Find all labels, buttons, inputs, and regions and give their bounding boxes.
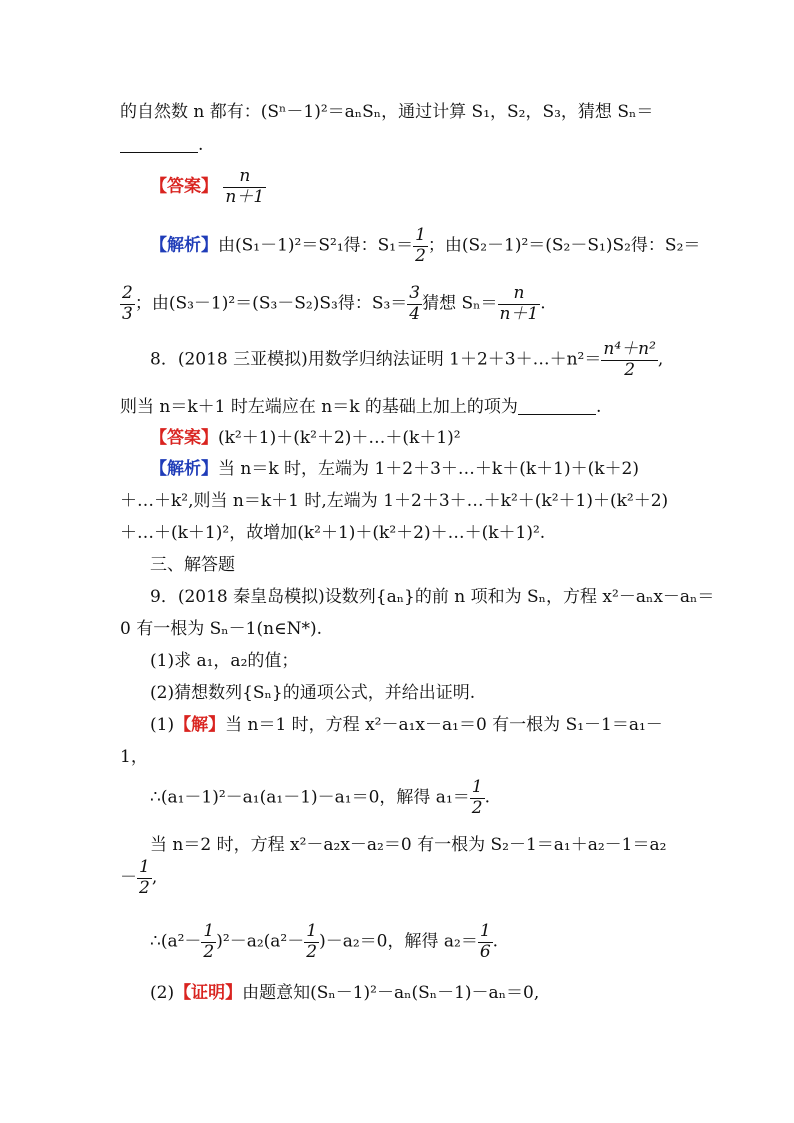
problem8-analysis: 【解析】当 n＝k 时，左端为 1＋2＋3＋…＋k＋(k＋1)＋(k＋2): [150, 459, 639, 479]
answer-tag: 【答案】: [150, 428, 218, 448]
proof-tag: 【证明】: [174, 983, 243, 1003]
solution-n2-case: 当 n＝2 时，方程 x²－a₂x－a₂＝0 有一根为 S₂－1＝a₁＋a₂－1＝a₂: [150, 835, 667, 855]
solution-part1-cont: 1，: [120, 747, 148, 767]
answer-tag: 【答案】: [150, 176, 218, 197]
solution-a2-result: ∴(a²－ $\frac{1}{2}$ )²－a₂(a²－ $\frac{1}{2}$ )－a₂＝0，解得 a₂＝ $\frac{1}{6}$ .: [150, 921, 499, 962]
problem7-analysis-cont: $\frac{2}{3}$ ；由(S₃－1)²＝(S₃－S₂)S₃得：S₃＝ $\frac{3}{4}$ 猜想 Sₙ＝ $\frac{n}{n+1}$ .: [122, 283, 546, 324]
analysis-tag: 【解析】: [150, 459, 218, 479]
problem7-answer: [0, 167, 794, 213]
solution-part1: (1)【解】当 n＝1 时，方程 x²－a₁x－a₁＝0 有一根为 S₁－1＝a₁－: [150, 715, 663, 735]
problem9-stem-cont: 0 有一根为 Sₙ－1(n∈N*).: [120, 619, 323, 639]
problem7-stem-tail: 的自然数 n 都有：(Sⁿ－1)²＝aₙSₙ，通过计算 S₁，S₂，S₃，猜想 Sₙ＝: [120, 102, 654, 122]
solution-a1-result: ∴(a₁－1)²－a₁(a₁－1)－a₁＝0，解得 a₁＝ $\frac{1}{2}$ .: [150, 777, 490, 818]
problem8-answer: 【答案】(k²＋1)＋(k²＋2)＋…＋(k＋1)²: [150, 428, 461, 448]
problem8-analysis-cont2: ＋…＋(k＋1)²，故增加(k²＋1)＋(k²＋2)＋…＋(k＋1)².: [120, 523, 546, 543]
problem9-stem: 9．(2018 秦皇岛模拟)设数列{aₙ}的前 n 项和为 Sₙ，方程 x²－aₙx－aₙ＝: [150, 587, 715, 607]
analysis-tag: 【解析】: [150, 235, 218, 256]
problem7-blank-line: .: [0, 128, 794, 162]
problem8-stem-cont: 则当 n＝k＋1 时左端应在 n＝k 的基础上加上的项为 .: [120, 397, 602, 417]
section-heading: 三、解答题: [150, 555, 235, 575]
solution-n2-case-cont: － $\frac{1}{2}$ ,: [120, 857, 158, 898]
answer-blank: [518, 396, 596, 415]
problem9-part2: (2)猜想数列{Sₙ}的通项公式，并给出证明.: [150, 683, 476, 703]
problem8-analysis-cont1: ＋…＋k²,则当 n＝k＋1 时,左端为 1＋2＋3＋…＋k²＋(k²＋1)＋(k²＋2): [120, 491, 669, 511]
solution-part2: (2)【证明】由题意知(Sₙ－1)²－aₙ(Sₙ－1)－aₙ＝0,: [150, 983, 540, 1003]
answer-fraction: $\frac{n}{n+1}$: [225, 166, 265, 207]
problem7-analysis: 【解析】由(S₁－1)²＝S²₁得：S₁＝ $\frac{1}{2}$ ；由(S₂－1)²＝(S₂－S₁)S₂得：S₂＝: [150, 225, 701, 266]
problem8-stem: 8．(2018 三亚模拟)用数学归纳法证明 1＋2＋3＋…＋n²＝ $\frac{\text{n⁴＋n²}}{2}$ ,: [150, 339, 664, 380]
solution-tag: 【解】: [174, 715, 226, 735]
problem9-part1: (1)求 a₁，a₂的值；: [150, 651, 299, 671]
answer-blank: [120, 134, 198, 153]
